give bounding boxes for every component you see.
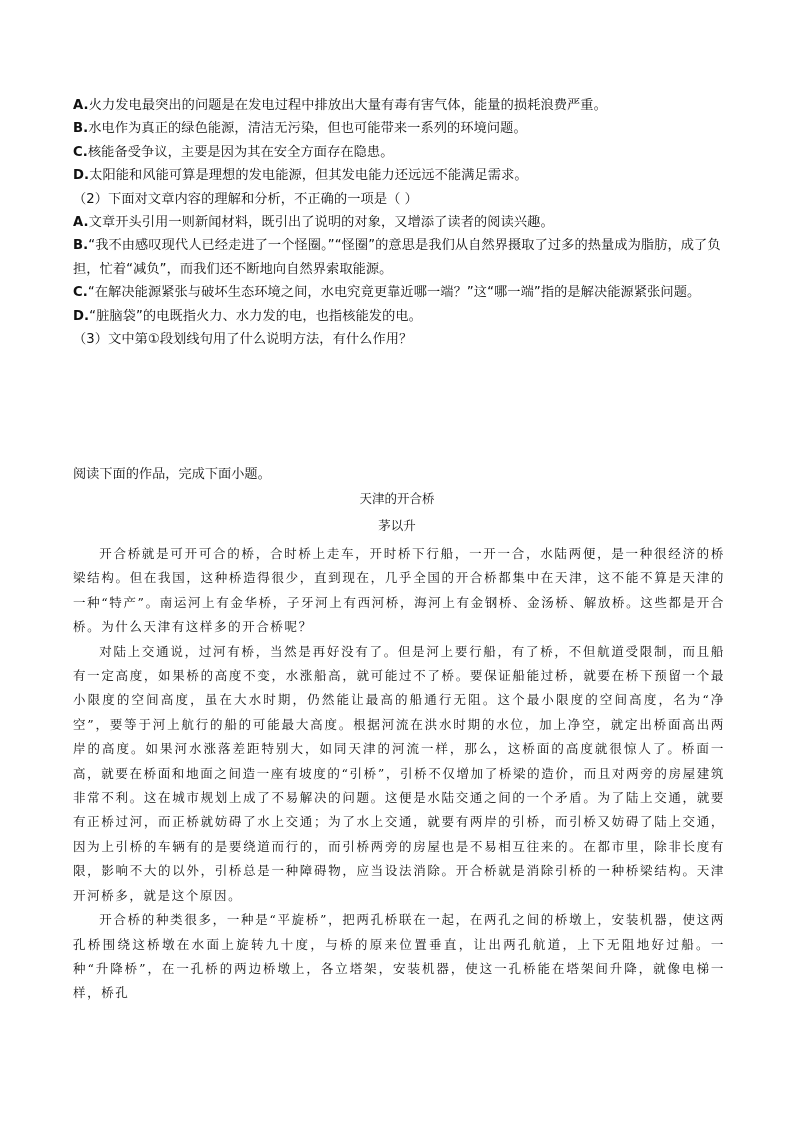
q2-stem: （2）下面对文章内容的理解和分析，不正确的一项是（ ）	[73, 191, 418, 207]
article-body	[73, 542, 725, 1006]
article-title: 天津的开合桥	[359, 491, 435, 506]
q3-stem: （3）文中第①段划线句用了什么说明方法，有什么作用？	[73, 332, 413, 348]
q1-option-d: D.太阳能和风能可算是理想的发电能源，但其发电能力还远远不能满足需求。	[73, 168, 528, 184]
article-author: 茅以升	[378, 518, 416, 533]
q1-option-b: B.水电作为真正的绿色能源，清洁无污染，但也可能带来一系列的环境问题。	[73, 121, 527, 137]
q2-option-d: D.“脏脑袋”的电既指火力、水力发的电，也指核能发的电。	[73, 308, 422, 324]
q2-option-a: A.文章开头引用一则新闻材料，既引出了说明的对象，又增添了读者的阅读兴趣。	[73, 215, 554, 231]
q1-option-c: C.核能备受争议，主要是因为其在安全方面存在隐患。	[73, 144, 394, 160]
q1-option-a: A.火力发电最突出的问题是在发电过程中排放出大量有毒有害气体，能量的损耗浪费严重。	[73, 98, 607, 113]
article-paragraph: 开合桥的种类很多，一种是“平旋桥”，把两孔桥联在一起，在两孔之间的桥墩上，安装机器，使这两孔桥围绕这桥墩在水面上旋转九十度，与桥的原来位置垂直，让出两孔航道，上下无阻地好过船。一种“升降桥”，在一孔桥的两边桥墩上，各立塔架，安装机器，使这一孔桥能在塔架间升降，就像电梯一样，桥孔	[73, 912, 725, 1001]
reading-intro: 阅读下面的作品，完成下面小题。	[73, 467, 271, 482]
article-paragraph: 对陆上交通说，过河有桥，当然是再好没有了。但是河上要行船，有了桥，不但航道受限制，而且船有一定高度，如果桥的高度不变，水涨船高，就可能过不了桥。要保证船能过桥，就要在桥下预留一个最小限度的空间高度，虽在大水时期，仍然能让最高的船通行无阻。这个最小限度的空间高度，名为“净空”，要等于河上航行的船的可能最大高度。根据河流在洪水时期的水位，加上净空，就定出桥面高出两岸的高度。如果河水涨落差距特别大，如同天津的河流一样，那么，这桥面的高度就很惊人了。桥面一高，就要在桥面和地面之间造一座有坡度的“引桥”，引桥不仅增加了桥梁的造价，而且对两旁的房屋建筑非常不利。这在城市规划上成了不易解决的问题。这便是水陆交通之间的一个矛盾。为了陆上交通，就要有正桥过河，而正桥就妨碍了水上交通；为了水上交通，就要有两岸的引桥，而引桥又妨碍了陆上交通，因为上引桥的车辆有的是要绕道而行的，而引桥两旁的房屋也是不易相互往来的。在都市里，除非长度有限，影响不大的以外，引桥总是一种障碍物，应当设法消除。开合桥就是消除引桥的一种桥梁结构。天津开河桥多，就是这个原因。	[73, 643, 725, 903]
article-paragraph: 开合桥就是可开可合的桥，合时桥上走车，开时桥下行船，一开一合，水陆两便，是一种很经济的桥梁结构。但在我国，这种桥造得很少，直到现在，几乎全国的开合桥都集中在天津，这不能不算是天津的一种“特产”。南运河上有金华桥，子牙河上有西河桥，海河上有金钢桥、金汤桥、解放桥。这些都是开合桥。为什么天津有这样多的开合桥呢？	[73, 546, 725, 635]
questions-block	[73, 94, 728, 351]
q2-option-b: B.“我不由感叹现代人已经走进了一个怪圈。”“怪圈”的意思是我们从自然界摄取了过多的热量成为脂肪，成了负担，忙着“减负”，而我们还不断地向自然界索取能源。	[73, 238, 721, 277]
q2-option-c: C.“在解决能源紧张与破坏生态环境之间，水电究竟更靠近哪一端？”这“哪一端”指的是解决能源紧张问题。	[73, 285, 701, 301]
